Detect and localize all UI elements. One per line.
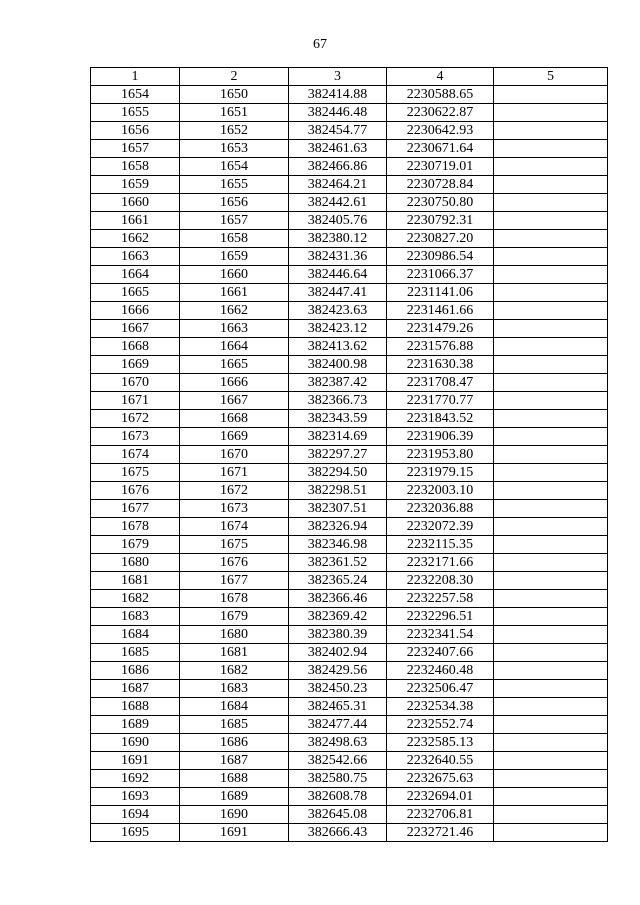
note-cell — [494, 644, 608, 662]
point-number-cell: 1653 — [180, 140, 289, 158]
note-cell — [494, 374, 608, 392]
x-coordinate-cell: 382464.21 — [289, 176, 387, 194]
x-coordinate-cell: 382380.12 — [289, 230, 387, 248]
note-cell — [494, 554, 608, 572]
note-cell — [494, 86, 608, 104]
header-cell-col-3: 3 — [289, 68, 387, 86]
point-number-cell: 1678 — [180, 590, 289, 608]
point-number-cell: 1657 — [180, 212, 289, 230]
table-row — [91, 248, 608, 266]
point-number-cell: 1650 — [180, 86, 289, 104]
note-cell — [494, 212, 608, 230]
table-row — [91, 698, 608, 716]
table-row — [91, 770, 608, 788]
x-coordinate-cell: 382446.48 — [289, 104, 387, 122]
table-row — [91, 572, 608, 590]
note-cell — [494, 806, 608, 824]
x-coordinate-cell: 382608.78 — [289, 788, 387, 806]
row-number-cell: 1675 — [91, 464, 180, 482]
x-coordinate-cell: 382666.43 — [289, 824, 387, 842]
y-coordinate-cell: 2232460.48 — [387, 662, 494, 680]
row-number-cell: 1674 — [91, 446, 180, 464]
x-coordinate-cell: 382326.94 — [289, 518, 387, 536]
note-cell — [494, 662, 608, 680]
table-row — [91, 392, 608, 410]
note-cell — [494, 734, 608, 752]
table-row — [91, 194, 608, 212]
x-coordinate-cell: 382307.51 — [289, 500, 387, 518]
row-number-cell: 1688 — [91, 698, 180, 716]
row-number-cell: 1687 — [91, 680, 180, 698]
note-cell — [494, 716, 608, 734]
x-coordinate-cell: 382447.41 — [289, 284, 387, 302]
point-number-cell: 1680 — [180, 626, 289, 644]
row-number-cell: 1669 — [91, 356, 180, 374]
point-number-cell: 1677 — [180, 572, 289, 590]
table-row — [91, 284, 608, 302]
note-cell — [494, 626, 608, 644]
x-coordinate-cell: 382369.42 — [289, 608, 387, 626]
y-coordinate-cell: 2232296.51 — [387, 608, 494, 626]
row-number-cell: 1694 — [91, 806, 180, 824]
row-number-cell: 1695 — [91, 824, 180, 842]
note-cell — [494, 590, 608, 608]
row-number-cell: 1661 — [91, 212, 180, 230]
point-number-cell: 1668 — [180, 410, 289, 428]
note-cell — [494, 356, 608, 374]
table-row — [91, 806, 608, 824]
y-coordinate-cell: 2232534.38 — [387, 698, 494, 716]
note-cell — [494, 788, 608, 806]
table-row — [91, 554, 608, 572]
point-number-cell: 1654 — [180, 158, 289, 176]
point-number-cell: 1679 — [180, 608, 289, 626]
header-cell-col-1: 1 — [91, 68, 180, 86]
point-number-cell: 1683 — [180, 680, 289, 698]
row-number-cell: 1690 — [91, 734, 180, 752]
row-number-cell: 1680 — [91, 554, 180, 572]
x-coordinate-cell: 382465.31 — [289, 698, 387, 716]
row-number-cell: 1685 — [91, 644, 180, 662]
point-number-cell: 1687 — [180, 752, 289, 770]
header-cell-col-4: 4 — [387, 68, 494, 86]
y-coordinate-cell: 2232072.39 — [387, 518, 494, 536]
header-row — [91, 68, 608, 86]
note-cell — [494, 536, 608, 554]
y-coordinate-cell: 2232585.13 — [387, 734, 494, 752]
table-row — [91, 428, 608, 446]
y-coordinate-cell: 2231576.88 — [387, 338, 494, 356]
x-coordinate-cell: 382361.52 — [289, 554, 387, 572]
x-coordinate-cell: 382314.69 — [289, 428, 387, 446]
y-coordinate-cell: 2230642.93 — [387, 122, 494, 140]
row-number-cell: 1682 — [91, 590, 180, 608]
y-coordinate-cell: 2232036.88 — [387, 500, 494, 518]
x-coordinate-cell: 382423.63 — [289, 302, 387, 320]
row-number-cell: 1671 — [91, 392, 180, 410]
x-coordinate-cell: 382294.50 — [289, 464, 387, 482]
y-coordinate-cell: 2232407.66 — [387, 644, 494, 662]
x-coordinate-cell: 382413.62 — [289, 338, 387, 356]
table-row — [91, 212, 608, 230]
y-coordinate-cell: 2230986.54 — [387, 248, 494, 266]
y-coordinate-cell: 2230588.65 — [387, 86, 494, 104]
point-number-cell: 1685 — [180, 716, 289, 734]
note-cell — [494, 680, 608, 698]
point-number-cell: 1652 — [180, 122, 289, 140]
y-coordinate-cell: 2230719.01 — [387, 158, 494, 176]
note-cell — [494, 428, 608, 446]
note-cell — [494, 824, 608, 842]
note-cell — [494, 500, 608, 518]
table-row — [91, 338, 608, 356]
y-coordinate-cell: 2231708.47 — [387, 374, 494, 392]
x-coordinate-cell: 382645.08 — [289, 806, 387, 824]
x-coordinate-cell: 382446.64 — [289, 266, 387, 284]
row-number-cell: 1672 — [91, 410, 180, 428]
y-coordinate-cell: 2232640.55 — [387, 752, 494, 770]
point-number-cell: 1690 — [180, 806, 289, 824]
note-cell — [494, 140, 608, 158]
table-row — [91, 464, 608, 482]
y-coordinate-cell: 2231770.77 — [387, 392, 494, 410]
x-coordinate-cell: 382402.94 — [289, 644, 387, 662]
y-coordinate-cell: 2232208.30 — [387, 572, 494, 590]
point-number-cell: 1681 — [180, 644, 289, 662]
row-number-cell: 1659 — [91, 176, 180, 194]
table-row — [91, 716, 608, 734]
y-coordinate-cell: 2232341.54 — [387, 626, 494, 644]
x-coordinate-cell: 382366.73 — [289, 392, 387, 410]
row-number-cell: 1654 — [91, 86, 180, 104]
y-coordinate-cell: 2231843.52 — [387, 410, 494, 428]
table-row — [91, 590, 608, 608]
row-number-cell: 1679 — [91, 536, 180, 554]
table-row — [91, 158, 608, 176]
table-row — [91, 482, 608, 500]
row-number-cell: 1686 — [91, 662, 180, 680]
note-cell — [494, 338, 608, 356]
x-coordinate-cell: 382414.88 — [289, 86, 387, 104]
row-number-cell: 1693 — [91, 788, 180, 806]
point-number-cell: 1661 — [180, 284, 289, 302]
x-coordinate-cell: 382542.66 — [289, 752, 387, 770]
y-coordinate-cell: 2231906.39 — [387, 428, 494, 446]
note-cell — [494, 446, 608, 464]
row-number-cell: 1662 — [91, 230, 180, 248]
y-coordinate-cell: 2232721.46 — [387, 824, 494, 842]
x-coordinate-cell: 382454.77 — [289, 122, 387, 140]
header-cell-col-2: 2 — [180, 68, 289, 86]
x-coordinate-cell: 382400.98 — [289, 356, 387, 374]
row-number-cell: 1665 — [91, 284, 180, 302]
x-coordinate-cell: 382346.98 — [289, 536, 387, 554]
table-row — [91, 122, 608, 140]
point-number-cell: 1673 — [180, 500, 289, 518]
x-coordinate-cell: 382477.44 — [289, 716, 387, 734]
note-cell — [494, 194, 608, 212]
point-number-cell: 1660 — [180, 266, 289, 284]
y-coordinate-cell: 2231630.38 — [387, 356, 494, 374]
y-coordinate-cell: 2231141.06 — [387, 284, 494, 302]
y-coordinate-cell: 2230792.31 — [387, 212, 494, 230]
note-cell — [494, 122, 608, 140]
row-number-cell: 1677 — [91, 500, 180, 518]
note-cell — [494, 284, 608, 302]
y-coordinate-cell: 2232694.01 — [387, 788, 494, 806]
table-row — [91, 518, 608, 536]
x-coordinate-cell: 382580.75 — [289, 770, 387, 788]
table-row — [91, 500, 608, 518]
point-number-cell: 1689 — [180, 788, 289, 806]
row-number-cell: 1663 — [91, 248, 180, 266]
row-number-cell: 1655 — [91, 104, 180, 122]
point-number-cell: 1664 — [180, 338, 289, 356]
row-number-cell: 1684 — [91, 626, 180, 644]
point-number-cell: 1663 — [180, 320, 289, 338]
note-cell — [494, 266, 608, 284]
x-coordinate-cell: 382297.27 — [289, 446, 387, 464]
x-coordinate-cell: 382461.63 — [289, 140, 387, 158]
y-coordinate-cell: 2232506.47 — [387, 680, 494, 698]
table-row — [91, 176, 608, 194]
point-number-cell: 1666 — [180, 374, 289, 392]
table-row — [91, 266, 608, 284]
coordinates-table — [90, 67, 608, 842]
table-row — [91, 104, 608, 122]
point-number-cell: 1682 — [180, 662, 289, 680]
table-body — [91, 86, 608, 842]
table-row — [91, 140, 608, 158]
point-number-cell: 1659 — [180, 248, 289, 266]
table-row — [91, 734, 608, 752]
point-number-cell: 1662 — [180, 302, 289, 320]
y-coordinate-cell: 2231066.37 — [387, 266, 494, 284]
y-coordinate-cell: 2232171.66 — [387, 554, 494, 572]
note-cell — [494, 608, 608, 626]
point-number-cell: 1655 — [180, 176, 289, 194]
point-number-cell: 1672 — [180, 482, 289, 500]
point-number-cell: 1665 — [180, 356, 289, 374]
point-number-cell: 1667 — [180, 392, 289, 410]
note-cell — [494, 518, 608, 536]
point-number-cell: 1688 — [180, 770, 289, 788]
row-number-cell: 1683 — [91, 608, 180, 626]
table-row — [91, 644, 608, 662]
row-number-cell: 1673 — [91, 428, 180, 446]
y-coordinate-cell: 2230622.87 — [387, 104, 494, 122]
y-coordinate-cell: 2231461.66 — [387, 302, 494, 320]
table-row — [91, 536, 608, 554]
y-coordinate-cell: 2232706.81 — [387, 806, 494, 824]
note-cell — [494, 572, 608, 590]
x-coordinate-cell: 382366.46 — [289, 590, 387, 608]
row-number-cell: 1676 — [91, 482, 180, 500]
point-number-cell: 1658 — [180, 230, 289, 248]
row-number-cell: 1656 — [91, 122, 180, 140]
table-row — [91, 446, 608, 464]
note-cell — [494, 482, 608, 500]
x-coordinate-cell: 382365.24 — [289, 572, 387, 590]
y-coordinate-cell: 2232003.10 — [387, 482, 494, 500]
point-number-cell: 1674 — [180, 518, 289, 536]
x-coordinate-cell: 382450.23 — [289, 680, 387, 698]
table-row — [91, 626, 608, 644]
y-coordinate-cell: 2232675.63 — [387, 770, 494, 788]
x-coordinate-cell: 382405.76 — [289, 212, 387, 230]
point-number-cell: 1651 — [180, 104, 289, 122]
x-coordinate-cell: 382343.59 — [289, 410, 387, 428]
table-row — [91, 410, 608, 428]
y-coordinate-cell: 2231953.80 — [387, 446, 494, 464]
row-number-cell: 1660 — [91, 194, 180, 212]
row-number-cell: 1668 — [91, 338, 180, 356]
y-coordinate-cell: 2230728.84 — [387, 176, 494, 194]
table-row — [91, 788, 608, 806]
x-coordinate-cell: 382429.56 — [289, 662, 387, 680]
note-cell — [494, 752, 608, 770]
y-coordinate-cell: 2230827.20 — [387, 230, 494, 248]
y-coordinate-cell: 2232257.58 — [387, 590, 494, 608]
x-coordinate-cell: 382423.12 — [289, 320, 387, 338]
y-coordinate-cell: 2230750.80 — [387, 194, 494, 212]
note-cell — [494, 698, 608, 716]
x-coordinate-cell: 382466.86 — [289, 158, 387, 176]
note-cell — [494, 104, 608, 122]
table-row — [91, 680, 608, 698]
point-number-cell: 1691 — [180, 824, 289, 842]
row-number-cell: 1692 — [91, 770, 180, 788]
note-cell — [494, 770, 608, 788]
note-cell — [494, 158, 608, 176]
y-coordinate-cell: 2232552.74 — [387, 716, 494, 734]
y-coordinate-cell: 2232115.35 — [387, 536, 494, 554]
y-coordinate-cell: 2231979.15 — [387, 464, 494, 482]
row-number-cell: 1689 — [91, 716, 180, 734]
x-coordinate-cell: 382298.51 — [289, 482, 387, 500]
table-row — [91, 230, 608, 248]
row-number-cell: 1691 — [91, 752, 180, 770]
point-number-cell: 1675 — [180, 536, 289, 554]
point-number-cell: 1686 — [180, 734, 289, 752]
note-cell — [494, 320, 608, 338]
row-number-cell: 1666 — [91, 302, 180, 320]
point-number-cell: 1670 — [180, 446, 289, 464]
note-cell — [494, 176, 608, 194]
note-cell — [494, 464, 608, 482]
table-header — [91, 68, 608, 86]
table-row — [91, 608, 608, 626]
y-coordinate-cell: 2231479.26 — [387, 320, 494, 338]
table-row — [91, 320, 608, 338]
x-coordinate-cell: 382442.61 — [289, 194, 387, 212]
row-number-cell: 1681 — [91, 572, 180, 590]
row-number-cell: 1657 — [91, 140, 180, 158]
page-number: 67 — [313, 37, 327, 52]
x-coordinate-cell: 382380.39 — [289, 626, 387, 644]
row-number-cell: 1658 — [91, 158, 180, 176]
point-number-cell: 1656 — [180, 194, 289, 212]
table-row — [91, 356, 608, 374]
header-cell-col-5: 5 — [494, 68, 608, 86]
table-row — [91, 374, 608, 392]
row-number-cell: 1670 — [91, 374, 180, 392]
table-row — [91, 662, 608, 680]
note-cell — [494, 302, 608, 320]
note-cell — [494, 392, 608, 410]
table-row — [91, 752, 608, 770]
point-number-cell: 1669 — [180, 428, 289, 446]
table-row — [91, 302, 608, 320]
point-number-cell: 1684 — [180, 698, 289, 716]
x-coordinate-cell: 382387.42 — [289, 374, 387, 392]
row-number-cell: 1667 — [91, 320, 180, 338]
note-cell — [494, 230, 608, 248]
table-row — [91, 86, 608, 104]
note-cell — [494, 410, 608, 428]
y-coordinate-cell: 2230671.64 — [387, 140, 494, 158]
row-number-cell: 1664 — [91, 266, 180, 284]
row-number-cell: 1678 — [91, 518, 180, 536]
point-number-cell: 1671 — [180, 464, 289, 482]
x-coordinate-cell: 382498.63 — [289, 734, 387, 752]
point-number-cell: 1676 — [180, 554, 289, 572]
note-cell — [494, 248, 608, 266]
table-row — [91, 824, 608, 842]
x-coordinate-cell: 382431.36 — [289, 248, 387, 266]
